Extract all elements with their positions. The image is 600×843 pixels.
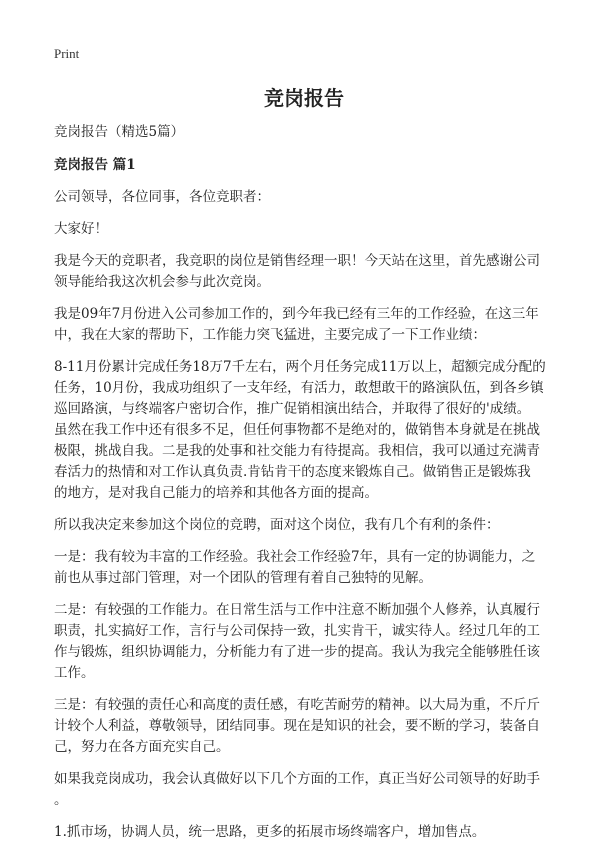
document-title: 竞岗报告 [264, 86, 344, 110]
document-page [54, 46, 554, 843]
paragraph-line: 极限，挑战自我。二是我的处事和社交能力有待提高。我相信，我可以通过充满青 [54, 443, 540, 459]
document-subtitle: 竞岗报告（精选5篇） [54, 124, 185, 140]
paragraph [54, 822, 554, 843]
paragraph [54, 547, 554, 589]
paragraph [54, 695, 554, 758]
paragraph [54, 251, 554, 293]
paragraph-line: 春活力的热情和对工作认真负责.肯钻肯干的态度来锻炼自己。做销售正是锻炼我 [54, 464, 531, 480]
paragraph-line: 计较个人利益，尊敬领导，团结同事。现在是知识的社会，要不断的学习，装备自 [54, 718, 540, 734]
paragraph [54, 219, 554, 240]
paragraph-line: 我是今天的竞职者，我竞职的岗位是销售经理一职！今天站在这里，首先感谢公司 [54, 253, 540, 269]
paragraph [54, 769, 554, 811]
section-heading: 竞岗报告 篇1 [54, 157, 136, 173]
paragraph [54, 304, 554, 346]
paragraph-line: 三是：有较强的责任心和高度的责任感，有吃苦耐劳的精神。以大局为重，不斤斤 [54, 697, 540, 713]
print-label[interactable]: Print [54, 46, 80, 61]
paragraph [54, 357, 554, 504]
paragraph-line: 前也从事过部门管理，对一个团队的管理有着自己独特的见解。 [54, 570, 432, 586]
paragraph-line: 一是：我有较为丰富的工作经验。我社会工作经验7年，具有一定的协调能力，之 [54, 549, 536, 565]
paragraph-line: 领导能给我这次机会参与此次竞岗。 [54, 274, 270, 290]
paragraph-line: 8-11月份累计完成任务18万7千左右，两个月任务完成11万以上，超额完成分配的 [54, 359, 546, 375]
paragraph [54, 187, 554, 208]
document-body [54, 187, 554, 843]
paragraph-line: 中，我在大家的帮助下，工作能力突飞猛进，主要完成了一下工作业绩： [54, 327, 486, 343]
paragraph-line: 大家好！ [54, 221, 108, 237]
paragraph-line: 1.抓市场，协调人员，统一思路，更多的拓展市场终端客户，增加售点。 [54, 824, 486, 840]
paragraph-line: 职责，扎实搞好工作，言行与公司保持一致，扎实肯干，诚实待人。经过几年的工 [54, 623, 540, 639]
paragraph-line: 巡回路演，与终端客户密切合作，推广促销相演出结合，并取得了很好的'成绩。 [54, 401, 531, 417]
paragraph-line: 的地方，是对我自己能力的培养和其他各方面的提高。 [54, 485, 378, 501]
paragraph-line: 。 [54, 792, 68, 808]
paragraph-line: 如果我竞岗成功，我会认真做好以下几个方面的工作，真正当好公司领导的好助手 [54, 771, 540, 787]
paragraph-line: 所以我决定来参加这个岗位的竞聘，面对这个岗位，我有几个有利的条件： [54, 517, 500, 533]
paragraph-line: 我是09年7月份进入公司参加工作的，到今年我已经有三年的工作经验，在这三年 [54, 306, 539, 322]
paragraph-line: 工作。 [54, 665, 95, 681]
paragraph-line: 任务，10月份，我成功组织了一支年经，有活力，敢想敢干的路演队伍，到各乡镇 [54, 380, 544, 396]
paragraph-line: 公司领导，各位同事，各位竞职者： [54, 189, 270, 205]
paragraph-line: 虽然在我工作中还有很多不足，但任何事物都不是绝对的，做销售本身就是在挑战 [54, 422, 540, 438]
paragraph [54, 600, 554, 684]
paragraph-line: 己，努力在各方面充实自己。 [54, 739, 230, 755]
paragraph [54, 515, 554, 536]
paragraph-line: 作与锻炼，组织协调能力，分析能力有了进一步的提高。我认为我完全能够胜任该 [54, 644, 540, 660]
paragraph-line: 二是：有较强的工作能力。在日常生活与工作中注意不断加强个人修养，认真履行 [54, 602, 540, 618]
